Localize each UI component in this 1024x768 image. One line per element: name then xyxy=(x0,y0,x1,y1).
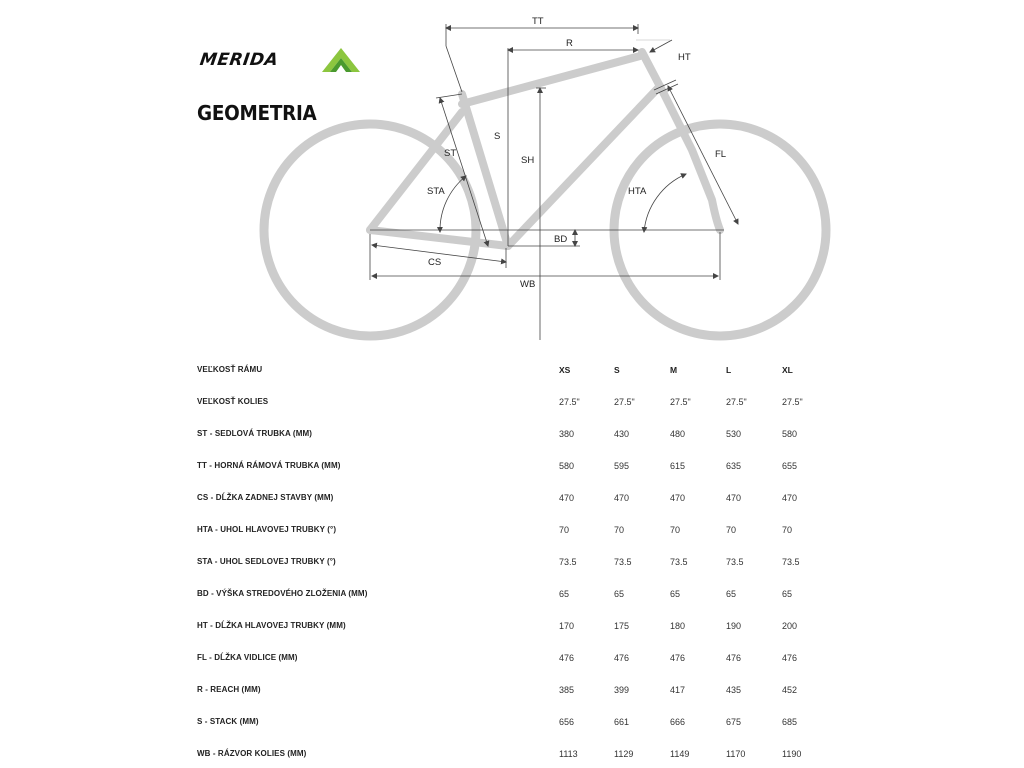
label-s: S xyxy=(494,131,501,142)
row-label: CS - DĹŽKA ZADNEJ STAVBY (MM) xyxy=(197,493,334,502)
label-cs: CS xyxy=(428,257,442,268)
table-cell: 1170 xyxy=(726,749,746,759)
table-cell: 635 xyxy=(726,461,742,471)
table-cell: 65 xyxy=(559,589,570,599)
table-row xyxy=(197,610,837,642)
label-st: ST xyxy=(444,148,457,159)
table-cell: 73.5 xyxy=(670,557,688,567)
label-hta: HTA xyxy=(628,186,647,197)
table-cell: 480 xyxy=(670,429,686,439)
table-cell: 470 xyxy=(559,493,575,503)
table-cell: 476 xyxy=(726,653,742,663)
table-cell: 685 xyxy=(782,717,798,727)
table-cell: 380 xyxy=(559,429,575,439)
table-cell: 1129 xyxy=(614,749,634,759)
table-cell: 580 xyxy=(559,461,575,471)
table-cell: 655 xyxy=(782,461,798,471)
table-row xyxy=(197,578,837,610)
row-label: FL - DĹŽKA VIDLICE (MM) xyxy=(197,653,298,662)
table-row xyxy=(197,738,837,768)
table-cell: 65 xyxy=(614,589,625,599)
table-cell: 73.5 xyxy=(559,557,577,567)
table-cell: 65 xyxy=(670,589,681,599)
table-cell: 170 xyxy=(559,621,575,631)
table-cell: 70 xyxy=(726,525,737,535)
table-cell: 70 xyxy=(670,525,681,535)
table-cell: 385 xyxy=(559,685,575,695)
table-cell: 70 xyxy=(782,525,793,535)
table-cell: 27.5" xyxy=(670,397,691,407)
table-cell: 1113 xyxy=(559,749,578,759)
label-sh: SH xyxy=(521,155,535,166)
label-r: R xyxy=(566,38,573,49)
row-label: HT - DĹŽKA HLAVOVEJ TRUBKY (MM) xyxy=(197,621,346,630)
table-row xyxy=(197,706,837,738)
row-label: STA - UHOL SEDLOVEJ TRUBKY (°) xyxy=(197,557,336,566)
bike-frame xyxy=(370,52,720,246)
table-cell: 200 xyxy=(782,621,798,631)
row-label: R - REACH (MM) xyxy=(197,685,261,694)
label-sta: STA xyxy=(427,186,445,197)
table-cell: 675 xyxy=(726,717,742,727)
table-row xyxy=(197,642,837,674)
logo-wordmark: MERIDA xyxy=(198,50,280,70)
table-cell: 1190 xyxy=(782,749,802,759)
table-row xyxy=(197,482,837,514)
table-cell: 27.5" xyxy=(559,397,580,407)
table-cell: 27.5" xyxy=(614,397,635,407)
table-cell: 27.5" xyxy=(782,397,803,407)
table-cell: 399 xyxy=(614,685,630,695)
table-row xyxy=(197,418,837,450)
table-cell: 595 xyxy=(614,461,630,471)
row-label: S - STACK (MM) xyxy=(197,717,259,726)
size-header-cell: M xyxy=(670,365,678,375)
table-cell: 476 xyxy=(670,653,686,663)
row-label: ST - SEDLOVÁ TRUBKA (MM) xyxy=(197,429,312,438)
table-cell: 180 xyxy=(670,621,686,631)
label-fl: FL xyxy=(715,149,727,160)
table-cell: 70 xyxy=(614,525,625,535)
table-cell: 73.5 xyxy=(726,557,744,567)
table-row xyxy=(197,386,837,418)
size-header-cell: L xyxy=(726,365,732,375)
table-cell: 430 xyxy=(614,429,630,439)
table-cell: 476 xyxy=(559,653,575,663)
table-row xyxy=(197,546,837,578)
table-header-row xyxy=(197,354,837,386)
table-cell: 73.5 xyxy=(614,557,632,567)
table-cell: 580 xyxy=(782,429,798,439)
table-cell: 476 xyxy=(782,653,798,663)
table-row xyxy=(197,674,837,706)
table-row xyxy=(197,450,837,482)
label-tt: TT xyxy=(532,16,544,27)
table-cell: 661 xyxy=(614,717,630,727)
table-body xyxy=(197,386,837,768)
label-bd: BD xyxy=(554,234,568,245)
row-label: WB - RÁZVOR KOLIES (MM) xyxy=(197,749,307,758)
table-cell: 27.5" xyxy=(726,397,747,407)
size-header-cell: XS xyxy=(559,365,571,375)
table-cell: 190 xyxy=(726,621,742,631)
table-cell: 470 xyxy=(782,493,798,503)
bike-geometry-diagram xyxy=(0,0,1024,350)
table-cell: 417 xyxy=(670,685,686,695)
table-cell: 656 xyxy=(559,717,575,727)
size-header-cell: S xyxy=(614,365,620,375)
label-wb: WB xyxy=(520,279,536,290)
table-cell: 435 xyxy=(726,685,742,695)
table-cell: 530 xyxy=(726,429,742,439)
size-header-cell: XL xyxy=(782,365,793,375)
table-cell: 470 xyxy=(670,493,686,503)
table-cell: 65 xyxy=(726,589,737,599)
table-cell: 476 xyxy=(614,653,630,663)
table-cell: 452 xyxy=(782,685,798,695)
row-label: VEĽKOSŤ KOLIES xyxy=(197,397,269,406)
table-cell: 470 xyxy=(726,493,742,503)
table-cell: 1149 xyxy=(670,749,690,759)
geometry-table xyxy=(197,354,837,768)
table-cell: 70 xyxy=(559,525,570,535)
table-cell: 175 xyxy=(614,621,630,631)
label-ht: HT xyxy=(678,52,691,63)
table-cell: 73.5 xyxy=(782,557,800,567)
page-title: GEOMETRIA xyxy=(197,101,317,125)
row-label: TT - HORNÁ RÁMOVÁ TRUBKA (MM) xyxy=(197,461,341,470)
table-cell: 470 xyxy=(614,493,630,503)
table-cell: 615 xyxy=(670,461,686,471)
row-label: HTA - UHOL HLAVOVEJ TRUBKY (°) xyxy=(197,525,337,534)
frame-size-label: VEĽKOSŤ RÁMU xyxy=(197,365,263,374)
row-label: BD - VÝŠKA STREDOVÉHO ZLOŽENIA (MM) xyxy=(197,589,368,598)
table-cell: 666 xyxy=(670,717,686,727)
table-cell: 65 xyxy=(782,589,793,599)
table-row xyxy=(197,514,837,546)
